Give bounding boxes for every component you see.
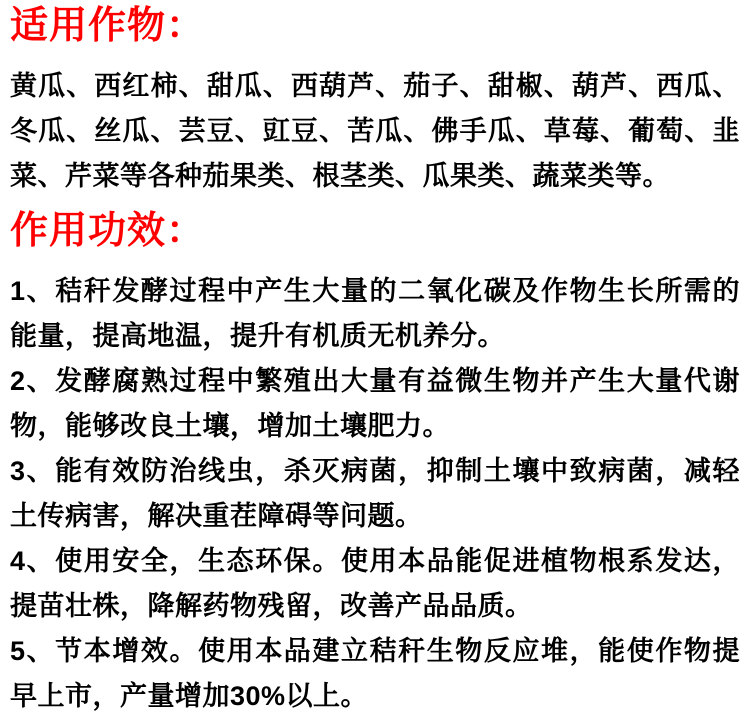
applicable-crops-heading: 适用作物： (10, 5, 206, 47)
effect-item-1: 1、秸秆发酵过程中产生大量的二氧化碳及作物生长所需的能量，提高地温，提升有机质无机养分。 (10, 276, 740, 351)
effect-item-5: 5、节本增效。使用本品建立秸秆生物反应堆，能使作物提早上市，产量增加30%以上。 (10, 636, 740, 711)
effect-item-4: 4、使用安全，生态环保。使用本品能促进植物根系发达，提苗壮株，降解药物残留，改善产品品质。 (10, 546, 740, 621)
function-effects-heading: 作用功效： (10, 210, 206, 252)
effect-item-2: 2、发酵腐熟过程中繁殖出大量有益微生物并产生大量代谢物，能够改良土壤，增加土壤肥力。 (10, 366, 740, 441)
effect-item-3: 3、能有效防治线虫，杀灭病菌，抑制土壤中致病菌，减轻土传病害，解决重茬障碍等问题。 (10, 456, 740, 531)
applicable-crops-paragraph: 黄瓜、西红柿、甜瓜、西葫芦、茄子、甜椒、葫芦、西瓜、冬瓜、丝瓜、芸豆、豇豆、苦瓜、佛手瓜、草莓、葡萄、韭菜、芹菜等各种茄果类、根茎类、瓜果类、蔬菜类等。 (10, 71, 740, 191)
